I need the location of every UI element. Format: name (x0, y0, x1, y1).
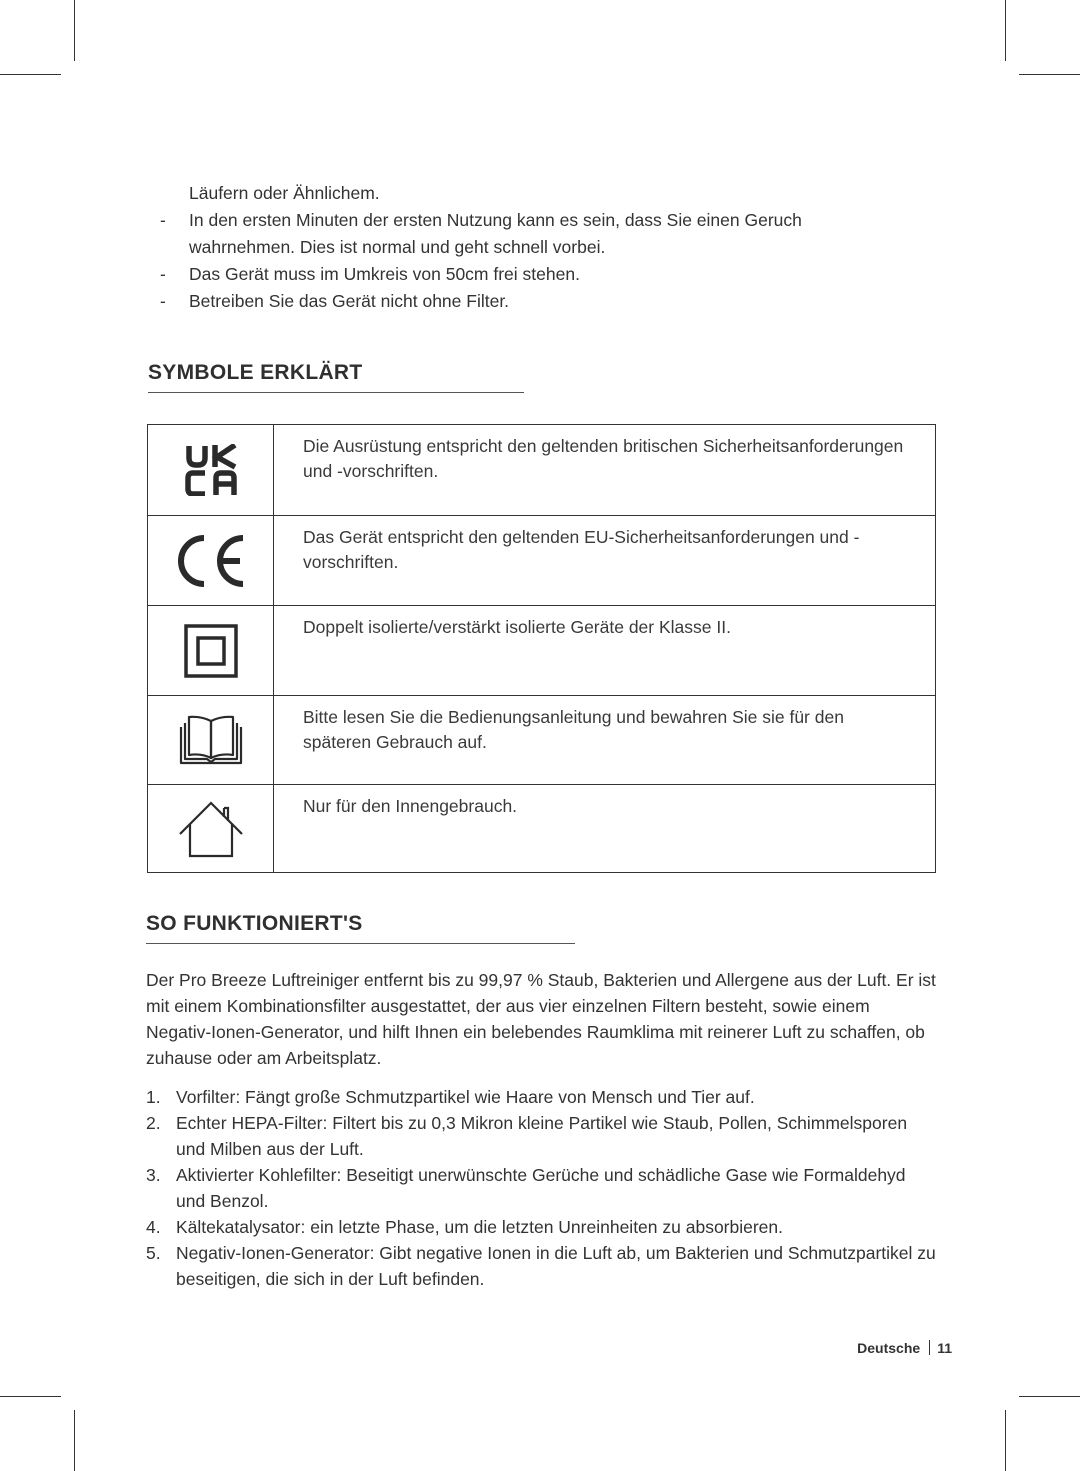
crop-mark (1019, 1396, 1080, 1397)
list-item (160, 261, 900, 288)
item-number: 1. (146, 1087, 161, 1107)
item-number: 5. (146, 1243, 161, 1263)
list-item (146, 1110, 936, 1162)
crop-mark (1005, 1410, 1006, 1471)
item-text: Vorfilter: Fängt große Schmutzpartikel wie Haare von Mensch und Tier auf. (176, 1087, 755, 1107)
page-number: 11 (937, 1340, 952, 1356)
filter-stage-list (146, 1084, 936, 1292)
item-text: Kältekatalysator: ein letzte Phase, um die letzten Unreinheiten zu absorbieren. (176, 1217, 784, 1237)
symbol-description: Das Gerät entspricht den geltenden EU-Sicherheitsanforderungen und -vorschriften. (303, 527, 860, 572)
crop-mark (74, 0, 75, 61)
item-number: 3. (146, 1165, 161, 1185)
symbol-description: Bitte lesen Sie die Bedienungsanleitung und bewahren Sie sie für den späteren Gebrauch auf. (303, 707, 844, 752)
heading-underline (148, 392, 524, 393)
footer-language: Deutsche (857, 1340, 921, 1356)
bullet-text: Läufern oder Ähnlichem. (189, 183, 380, 203)
crop-mark (0, 74, 61, 75)
bullet-text: Betreiben Sie das Gerät nicht ohne Filter. (189, 291, 510, 311)
table-row (148, 784, 935, 872)
item-text: Echter HEPA-Filter: Filtert bis zu 0,3 Mikron kleine Partikel wie Staub, Pollen, Schimmelsporen und Milben aus der Luft. (176, 1113, 908, 1159)
double-insulation-icon (148, 606, 274, 695)
section-heading-symbols: SYMBOLE ERKLÄRT (148, 361, 363, 384)
crop-mark (1019, 74, 1080, 75)
symbols-table (147, 424, 936, 873)
list-item (146, 1214, 936, 1240)
table-row (148, 695, 935, 784)
bullet-dash: - (160, 210, 166, 230)
list-item (160, 288, 900, 315)
table-row (148, 515, 935, 605)
ce-mark-icon (148, 516, 274, 605)
footer-divider (929, 1340, 930, 1355)
bullet-text: Das Gerät muss im Umkreis von 50cm frei stehen. (189, 264, 580, 284)
item-text: Aktivierter Kohlefilter: Beseitigt unerwünschte Gerüche und schädliche Gase wie Formaldehyd und Benzol. (176, 1165, 906, 1211)
crop-mark (74, 1410, 75, 1471)
safety-bullet-list (160, 180, 900, 315)
heading-underline (146, 943, 575, 944)
bullet-text: In den ersten Minuten der ersten Nutzung kann es sein, dass Sie einen Geruch wahrnehmen. Dies ist normal und geht schnell vorbei. (189, 210, 802, 257)
symbol-description: Doppelt isolierte/verstärkt isolierte Geräte der Klasse II. (303, 617, 731, 637)
symbol-description: Die Ausrüstung entspricht den geltenden britischen Sicherheitsanforderungen und -vorschriften. (303, 436, 904, 481)
item-number: 2. (146, 1113, 161, 1133)
list-item (160, 207, 900, 261)
symbol-description: Nur für den Innengebrauch. (303, 796, 518, 816)
crop-mark (1005, 0, 1006, 61)
list-item (160, 180, 900, 207)
indoor-use-house-icon (148, 785, 274, 872)
item-number: 4. (146, 1217, 161, 1237)
read-manual-book-icon (148, 696, 274, 784)
table-row (148, 605, 935, 695)
list-item (146, 1240, 936, 1292)
intro-paragraph: Der Pro Breeze Luftreiniger entfernt bis zu 99,97 % Staub, Bakterien und Allergene aus der Luft. Er ist mit einem Kombinationsfilter ausgestattet, der aus vier einzelnen Filtern besteht, sowie einem Negativ-Ionen-Generator, und hilft Ihnen ein belebendes Raumklima mit reinerer Luft zu schaffen, ob zuhause oder am Arbeitsplatz. (146, 970, 936, 1068)
section-heading-how-it-works: SO FUNKTIONIERT'S (146, 912, 363, 935)
ukca-mark-icon (148, 425, 274, 515)
crop-mark (0, 1396, 61, 1397)
page-footer (857, 1340, 952, 1356)
bullet-dash: - (160, 264, 166, 284)
item-text: Negativ-Ionen-Generator: Gibt negative Ionen in die Luft ab, um Bakterien und Schmutzpartikel zu beseitigen, die sich in der Luft befinden. (176, 1243, 936, 1289)
list-item (146, 1084, 936, 1110)
table-row (148, 425, 935, 515)
bullet-dash: - (160, 291, 166, 311)
list-item (146, 1162, 936, 1214)
